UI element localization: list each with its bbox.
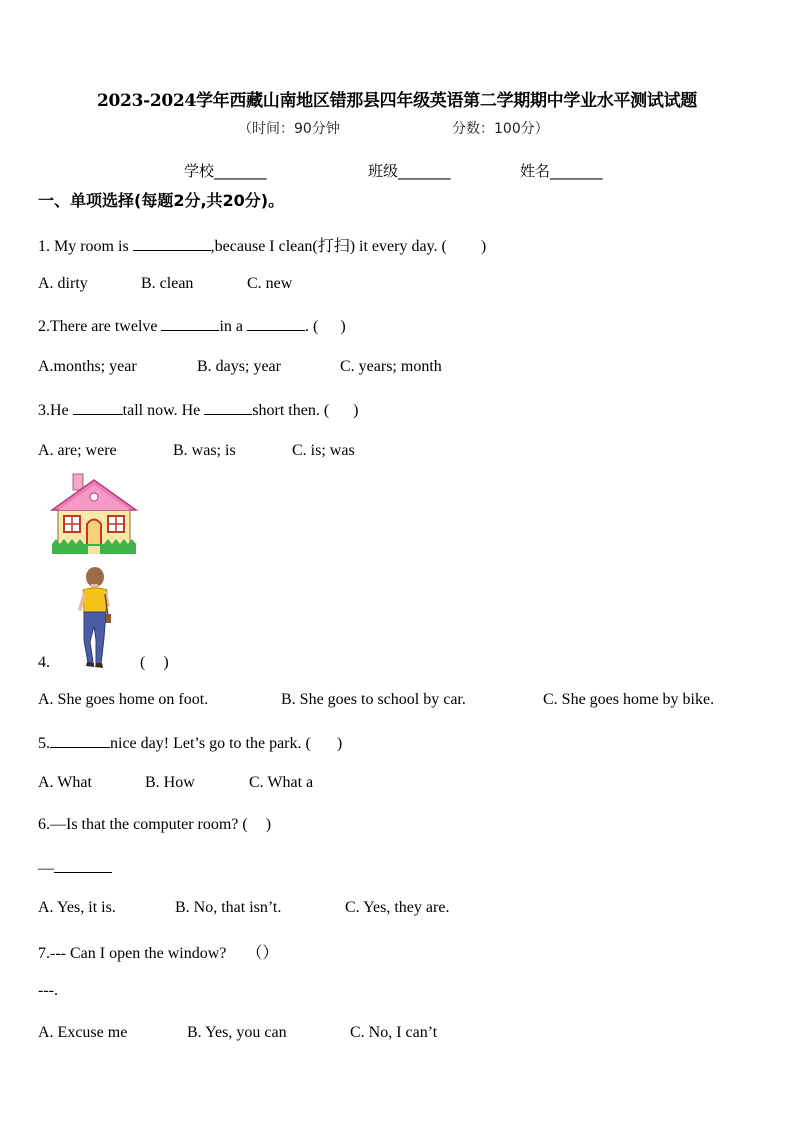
option-5c: C. What a xyxy=(249,774,314,791)
option-4a: A. She goes home on foot. xyxy=(38,691,209,708)
option-2c: C. years; month xyxy=(340,358,442,375)
class-field: 班级_______ xyxy=(368,162,451,180)
section-heading: 一、单项选择(每题2分,共20分)。 xyxy=(38,191,285,210)
house-image xyxy=(50,472,138,560)
option-1c: C. new xyxy=(247,275,293,292)
answer-line-7: ---. xyxy=(38,982,58,999)
option-7b: B. Yes, you can xyxy=(187,1024,287,1041)
option-2b: B. days; year xyxy=(197,358,281,375)
school-field: 学校_______ xyxy=(184,162,267,180)
option-2a: A.months; year xyxy=(38,358,137,375)
page-title: 2023-2024学年西藏山南地区错那县四年级英语第二学期期中学业水平测试试题 xyxy=(97,91,697,111)
exam-score: 分数：100分） xyxy=(452,121,549,137)
question-6: 6.—Is that the computer room? ( ) xyxy=(38,816,272,833)
question-4: 4. ( ) xyxy=(38,654,169,671)
blank xyxy=(204,400,252,415)
option-3b: B. was; is xyxy=(173,442,236,459)
blank xyxy=(54,858,112,873)
question-3: 3.He tall now. He short then. ( ) xyxy=(38,402,359,419)
blank xyxy=(50,733,110,748)
blank xyxy=(247,316,305,331)
option-1b: B. clean xyxy=(141,275,194,292)
option-4c: C. She goes home by bike. xyxy=(543,691,715,708)
option-7c: C. No, I can’t xyxy=(350,1024,438,1041)
option-6a: A. Yes, it is. xyxy=(38,899,116,916)
option-3c: C. is; was xyxy=(292,442,355,459)
blank xyxy=(133,236,211,251)
question-5: 5. nice day! Let’s go to the park. ( ) xyxy=(38,735,343,752)
option-3a: A. are; were xyxy=(38,442,117,459)
blank xyxy=(73,400,123,415)
option-5b: B. How xyxy=(145,774,195,791)
question-7: 7.--- Can I open the window? （） xyxy=(38,945,279,962)
option-6c: C. Yes, they are. xyxy=(345,899,450,916)
question-1: 1. My room is ,because I clean(打扫) it every day. ( ) xyxy=(38,238,487,255)
option-5a: A. What xyxy=(38,774,92,791)
exam-time: （时间：90分钟 xyxy=(238,121,340,137)
answer-line-6: — xyxy=(38,858,112,878)
name-field: 姓名_______ xyxy=(520,162,603,180)
option-1a: A. dirty xyxy=(38,275,88,292)
blank xyxy=(161,316,219,331)
question-2: 2.There are twelve in a . ( ) xyxy=(38,318,346,335)
option-4b: B. She goes to school by car. xyxy=(281,691,466,708)
option-7a: A. Excuse me xyxy=(38,1024,128,1041)
option-6b: B. No, that isn’t. xyxy=(175,899,282,916)
